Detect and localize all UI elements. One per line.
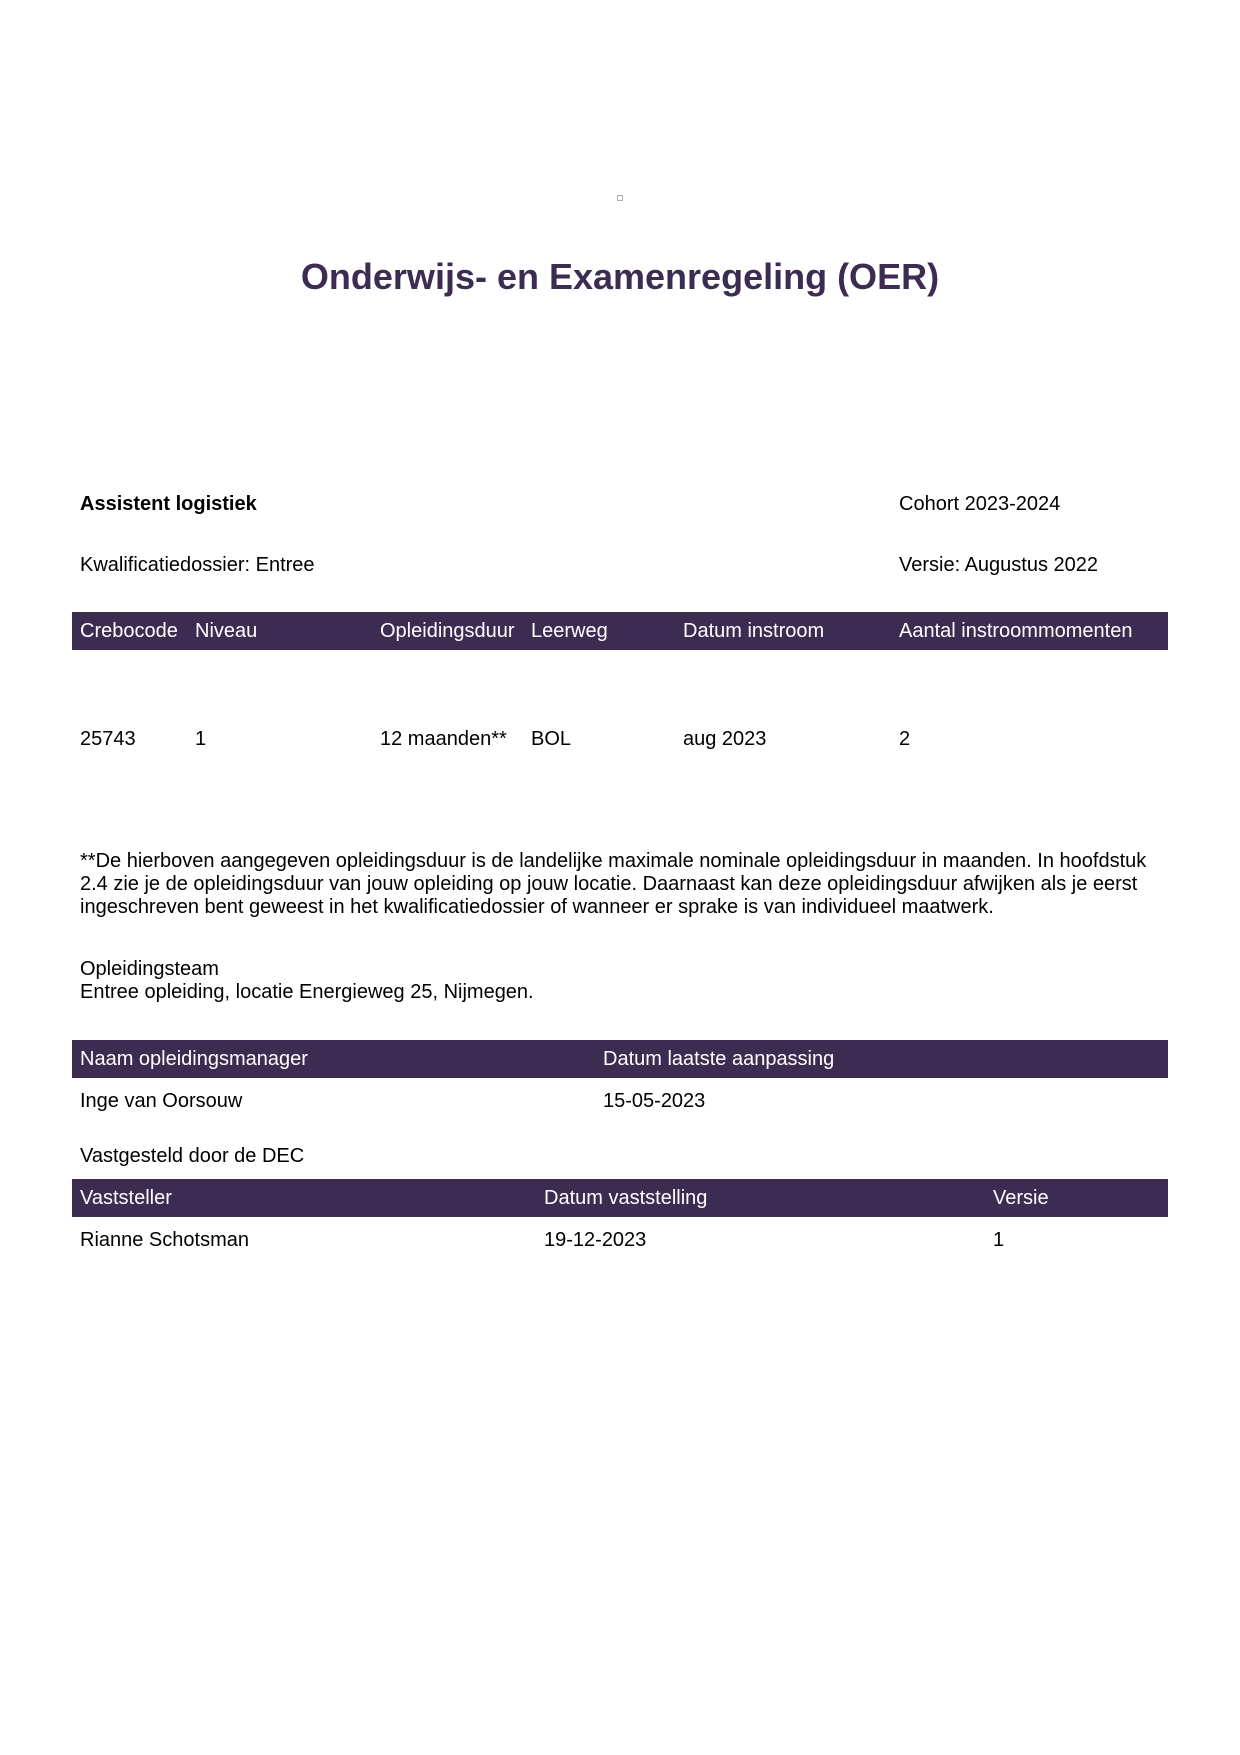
cell-datum-vaststelling: 19-12-2023 (544, 1229, 647, 1251)
cell-niveau: 1 (195, 728, 207, 750)
cell-aantal-instroommomenten: 2 (899, 728, 911, 750)
dec-label: Vastgesteld door de DEC (80, 1145, 305, 1167)
logo-image-placeholder-icon (617, 195, 623, 201)
header-naam-opleidingsmanager: Naam opleidingsmanager (80, 1048, 308, 1070)
cell-crebocode: 25743 (80, 728, 136, 750)
header-crebocode: Crebocode (80, 620, 178, 642)
cell-opleidingsduur: 12 maanden** (380, 728, 507, 750)
main-table-header (72, 612, 1168, 650)
cell-manager-name: Inge van Oorsouw (80, 1090, 243, 1112)
header-niveau: Niveau (195, 620, 258, 642)
team-label: Opleidingsteam (80, 958, 219, 980)
team-location: Entree opleiding, locatie Energieweg 25, Nijmegen. (80, 981, 534, 1003)
cell-leerweg: BOL (531, 728, 572, 750)
cell-vaststeller: Rianne Schotsman (80, 1229, 249, 1251)
document-title: Onderwijs- en Examenregeling (OER) (300, 256, 940, 297)
header-datum-vaststelling: Datum vaststelling (544, 1187, 708, 1209)
qualification-dossier: Kwalificatiedossier: Entree (80, 554, 315, 576)
program-name: Assistent logistiek (80, 493, 257, 515)
manager-table-header (72, 1040, 1168, 1078)
header-datum-laatste-aanpassing: Datum laatste aanpassing (603, 1048, 835, 1070)
cohort-label: Cohort 2023-2024 (899, 493, 1061, 515)
header-datum-instroom: Datum instroom (683, 620, 825, 642)
training-team (80, 958, 534, 1004)
duration-footnote: **De hierboven aangegeven opleidingsduur is de landelijke maximale nominale opleidingsduur in maanden. In hoofdstuk 2.4 zie je de opleidingsduur van jouw opleiding op jouw locatie. Daarnaast kan deze opleidingsduur afwijken als je eerst ingeschreven bent geweest in het kwalificatiedossier of wanneer er sprake is van individueel maatwerk. (80, 850, 1147, 918)
version-label: Versie: Augustus 2022 (899, 554, 1099, 576)
cell-versie: 1 (993, 1229, 1005, 1251)
header-aantal-instroommomenten: Aantal instroommomenten (899, 620, 1133, 642)
cell-datum-instroom: aug 2023 (683, 728, 767, 750)
dec-table-header (72, 1179, 1168, 1217)
cell-last-modified: 15-05-2023 (603, 1090, 706, 1112)
header-vaststeller: Vaststeller (80, 1187, 172, 1209)
header-versie: Versie (993, 1187, 1049, 1209)
header-opleidingsduur: Opleidingsduur (380, 620, 515, 642)
header-leerweg: Leerweg (531, 620, 608, 642)
